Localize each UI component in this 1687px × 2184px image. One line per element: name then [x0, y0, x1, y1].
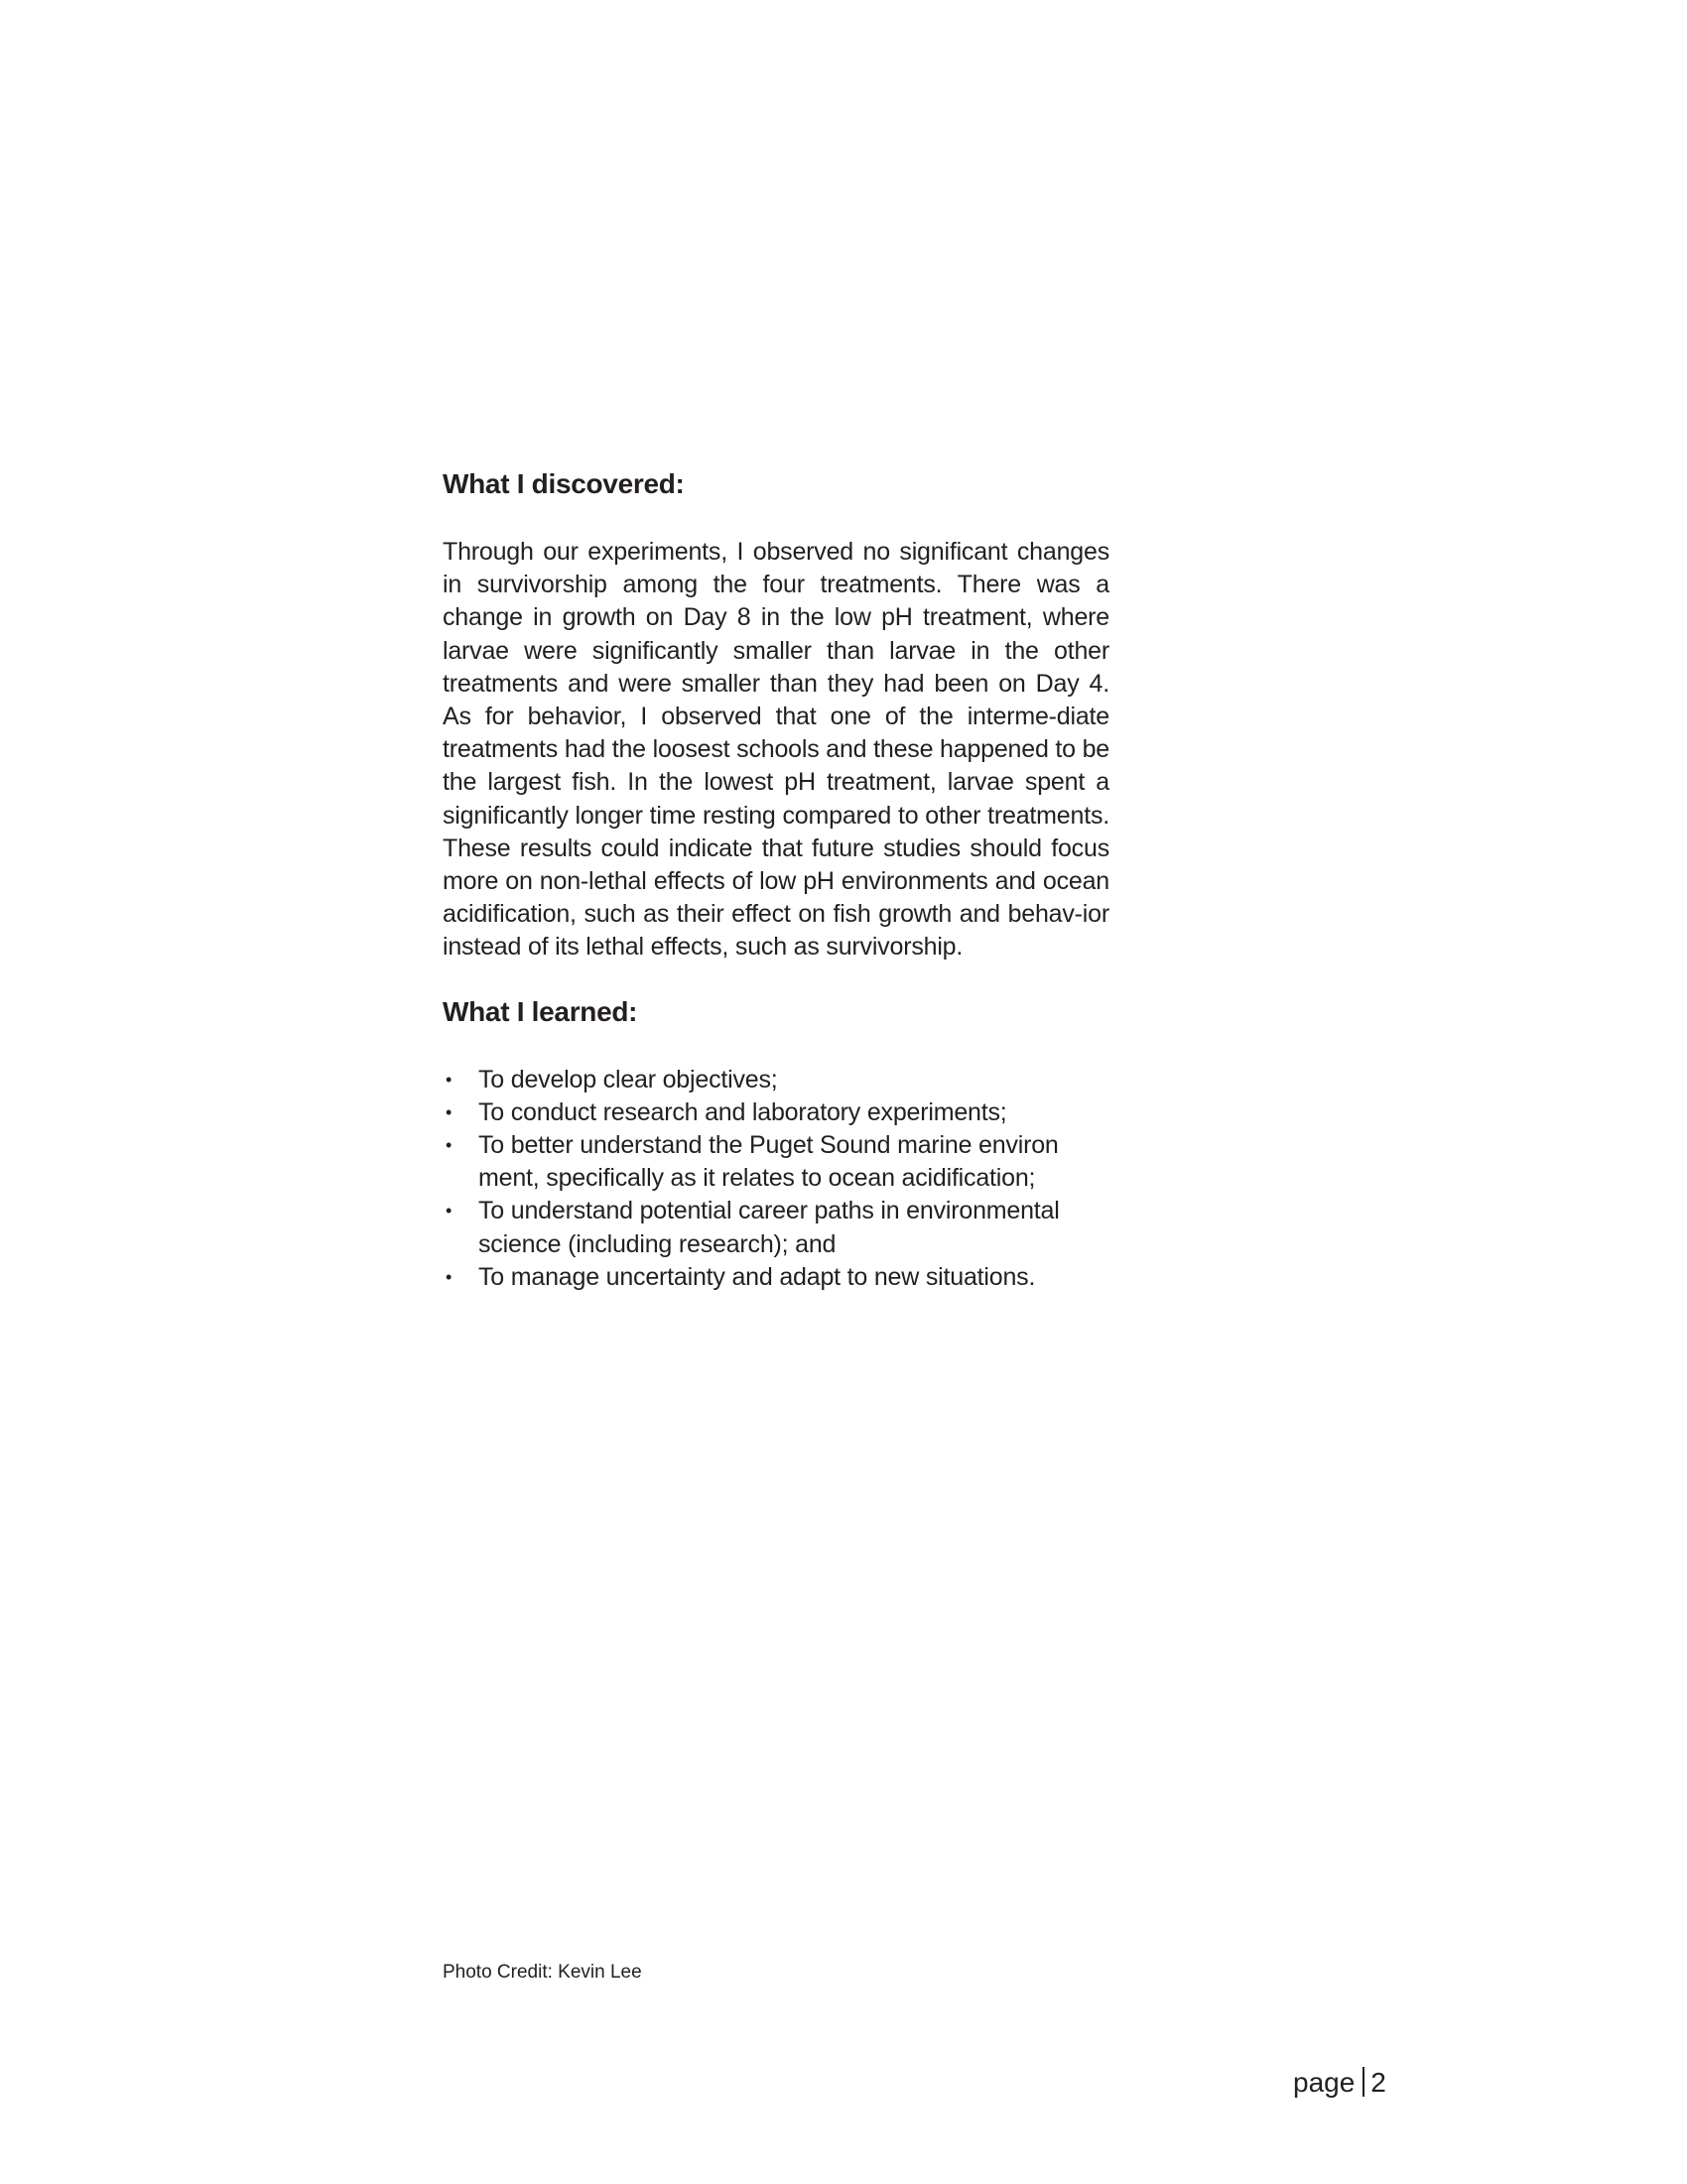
- page-separator: [1363, 2067, 1364, 2097]
- learned-list: [443, 1064, 1109, 1294]
- list-item-text: To conduct research and laboratory experiments;: [478, 1097, 1007, 1126]
- photo-credit: Photo Credit: Kevin Lee: [443, 1962, 642, 1983]
- discovered-paragraph: Through our experiments, I observed no significant changes in survivorship among the four treatments. There was a change in growth on Day 8 in the low pH treatment, where larvae were significantly smaller than larvae in the other treatments and were smaller than they had been on Day 4. As for behavior, I observed that one of the interme-diate treatments had the loosest schools and these happened to be the largest fish. In the lowest pH treatment, larvae spent a significantly longer time resting compared to other treatments. These results could indicate that future studies should focus more on non-lethal effects of low pH environments and ocean acidification, such as their effect on fish growth and behav-ior instead of its lethal effects, such as survivorship.: [443, 538, 1110, 962]
- list-item: [443, 1129, 1109, 1195]
- discovered-heading: What I discovered:: [443, 468, 685, 499]
- list-item-text: To understand potential career paths in environmental science (including research); and: [478, 1197, 1060, 1258]
- list-item: [443, 1096, 1109, 1129]
- list-item: [443, 1064, 1109, 1096]
- bullet-icon: •: [445, 1266, 453, 1287]
- bullet-icon: •: [445, 1101, 453, 1122]
- page-number: [1293, 2066, 1386, 2100]
- bullet-icon: •: [445, 1069, 453, 1090]
- list-item-text: To better understand the Puget Sound marine environ ment, specifically as it relates to ocean acidification;: [478, 1131, 1059, 1193]
- bullet-icon: •: [445, 1135, 453, 1156]
- page-number-value: 2: [1370, 2067, 1386, 2098]
- bullet-icon: •: [445, 1201, 453, 1221]
- list-item-text: To develop clear objectives;: [478, 1065, 778, 1093]
- list-item: [443, 1195, 1109, 1260]
- list-item: [443, 1261, 1109, 1294]
- main-content: [443, 466, 1109, 1294]
- learned-heading: What I learned:: [443, 995, 638, 1027]
- list-item-text: To manage uncertainty and adapt to new situations.: [478, 1262, 1036, 1291]
- page-label: page: [1293, 2067, 1356, 2098]
